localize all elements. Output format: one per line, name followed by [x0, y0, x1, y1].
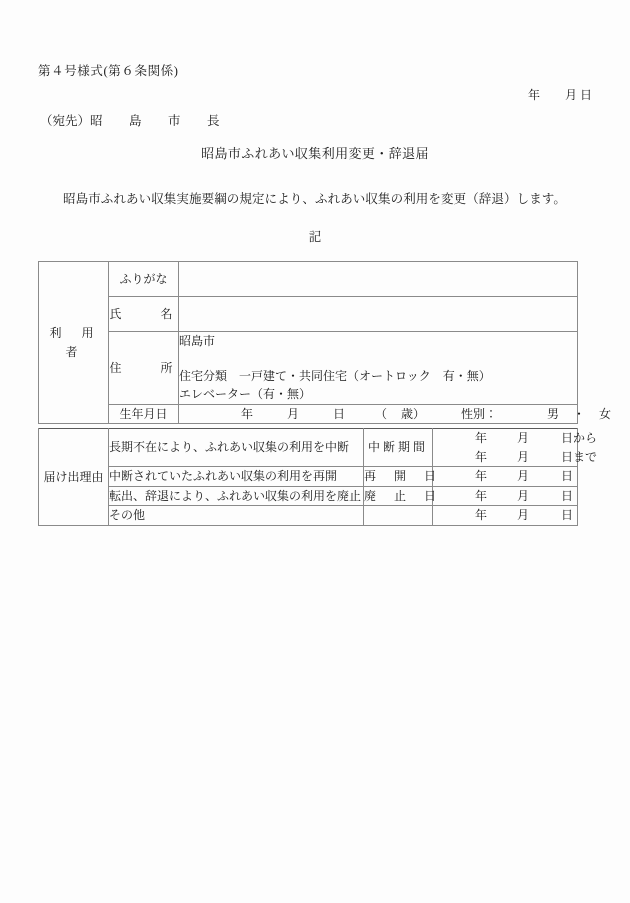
- table-row: [39, 486, 578, 506]
- address-city-prefill: 昭島市: [179, 334, 216, 348]
- resume-date-day: 日: [561, 469, 574, 484]
- table-row: [39, 506, 578, 526]
- reason-option-suspend[interactable]: 長期不在により、ふれあい収集の利用を中断: [109, 429, 364, 467]
- dob-year: 年: [241, 406, 254, 421]
- terminate-date-year: 年: [475, 488, 488, 503]
- user-info-table: [38, 261, 612, 424]
- reason-kind-suspend-period: 中断期間: [364, 429, 433, 467]
- furigana-input[interactable]: [179, 262, 578, 297]
- other-date-day: 日: [561, 508, 574, 523]
- address-label: 住 所: [109, 332, 179, 405]
- date-range-to: [433, 448, 598, 467]
- table-row: [39, 404, 578, 424]
- resume-date-year: 年: [475, 469, 488, 484]
- header-date-year: 年: [527, 88, 540, 102]
- dob-month: 月: [287, 406, 300, 421]
- name-label: 氏 名: [109, 297, 179, 332]
- reason-date-suspend[interactable]: [433, 429, 598, 467]
- furigana-label: ふりがな: [109, 262, 179, 297]
- date-from-year: 年: [475, 431, 488, 445]
- reason-group-label: 届け出理由: [39, 429, 109, 526]
- user-group-label: 利 用 者: [39, 262, 109, 424]
- header-date-day: 日: [579, 88, 592, 102]
- dob-input[interactable]: [179, 404, 612, 424]
- other-date-month: 月: [517, 508, 530, 523]
- page-title: 昭島市ふれあい収集利用変更・辞退届: [201, 146, 429, 161]
- body-paragraph: 昭島市ふれあい収集実施要綱の規定により、ふれあい収集の利用を変更（辞退）します。: [63, 192, 567, 206]
- dob-age-open: （: [375, 406, 388, 421]
- reason-date-other[interactable]: [433, 506, 578, 526]
- gender-label: 性別：: [461, 406, 498, 421]
- date-range-from: [433, 429, 598, 448]
- table-row: [39, 429, 578, 467]
- table-row: [39, 467, 578, 487]
- name-input[interactable]: [179, 297, 578, 332]
- addressee: [40, 111, 227, 129]
- reason-date-resume[interactable]: [433, 467, 578, 487]
- dob-age-unit: 歳）: [401, 406, 426, 421]
- form-number: 第４号様式(第６条関係): [38, 64, 179, 78]
- terminate-date-month: 月: [517, 488, 530, 503]
- reason-table: [38, 428, 598, 526]
- addressee-prefix: （宛先）: [40, 114, 91, 128]
- dob-label: 生年月日: [109, 404, 179, 424]
- date-from-month: 月: [517, 431, 530, 445]
- terminate-date-day: 日: [561, 488, 574, 503]
- address-elevator: エレベーター（有・無）: [179, 387, 312, 402]
- other-date-year: 年: [475, 508, 488, 523]
- resume-date-month: 月: [517, 469, 530, 484]
- date-to-month: 月: [517, 449, 530, 464]
- header-date-month: 月: [564, 88, 577, 102]
- table-row: [39, 262, 578, 297]
- gender-separator: ・: [573, 406, 586, 421]
- address-housing-type: 住宅分類 一戸建て・共同住宅（オートロック 有・無）: [179, 368, 491, 383]
- address-input[interactable]: [179, 332, 578, 405]
- header-date-line: [0, 86, 592, 103]
- gender-option-male[interactable]: 男: [547, 406, 560, 421]
- date-to-year: 年: [475, 449, 488, 464]
- date-to-day: 日まで: [561, 449, 598, 464]
- gender-option-female[interactable]: 女: [599, 406, 612, 421]
- dob-day: 日: [333, 406, 346, 421]
- table-row: [39, 297, 578, 332]
- addressee-name: 昭 島 市 長: [90, 114, 227, 128]
- reason-option-resume[interactable]: 中断されていたふれあい収集の利用を再開: [109, 467, 364, 487]
- reason-kind-terminate-date: 廃 止 日: [364, 486, 433, 506]
- reason-option-other[interactable]: その他: [109, 506, 364, 526]
- reason-option-terminate[interactable]: 転出、辞退により、ふれあい収集の利用を廃止: [109, 486, 364, 506]
- reason-kind-other: [364, 506, 433, 526]
- reason-kind-resume-date: 再 開 日: [364, 467, 433, 487]
- date-from-day: 日から: [561, 431, 598, 445]
- table-row: [39, 332, 578, 405]
- ki-marker: 記: [308, 230, 322, 244]
- reason-date-terminate[interactable]: [433, 486, 578, 506]
